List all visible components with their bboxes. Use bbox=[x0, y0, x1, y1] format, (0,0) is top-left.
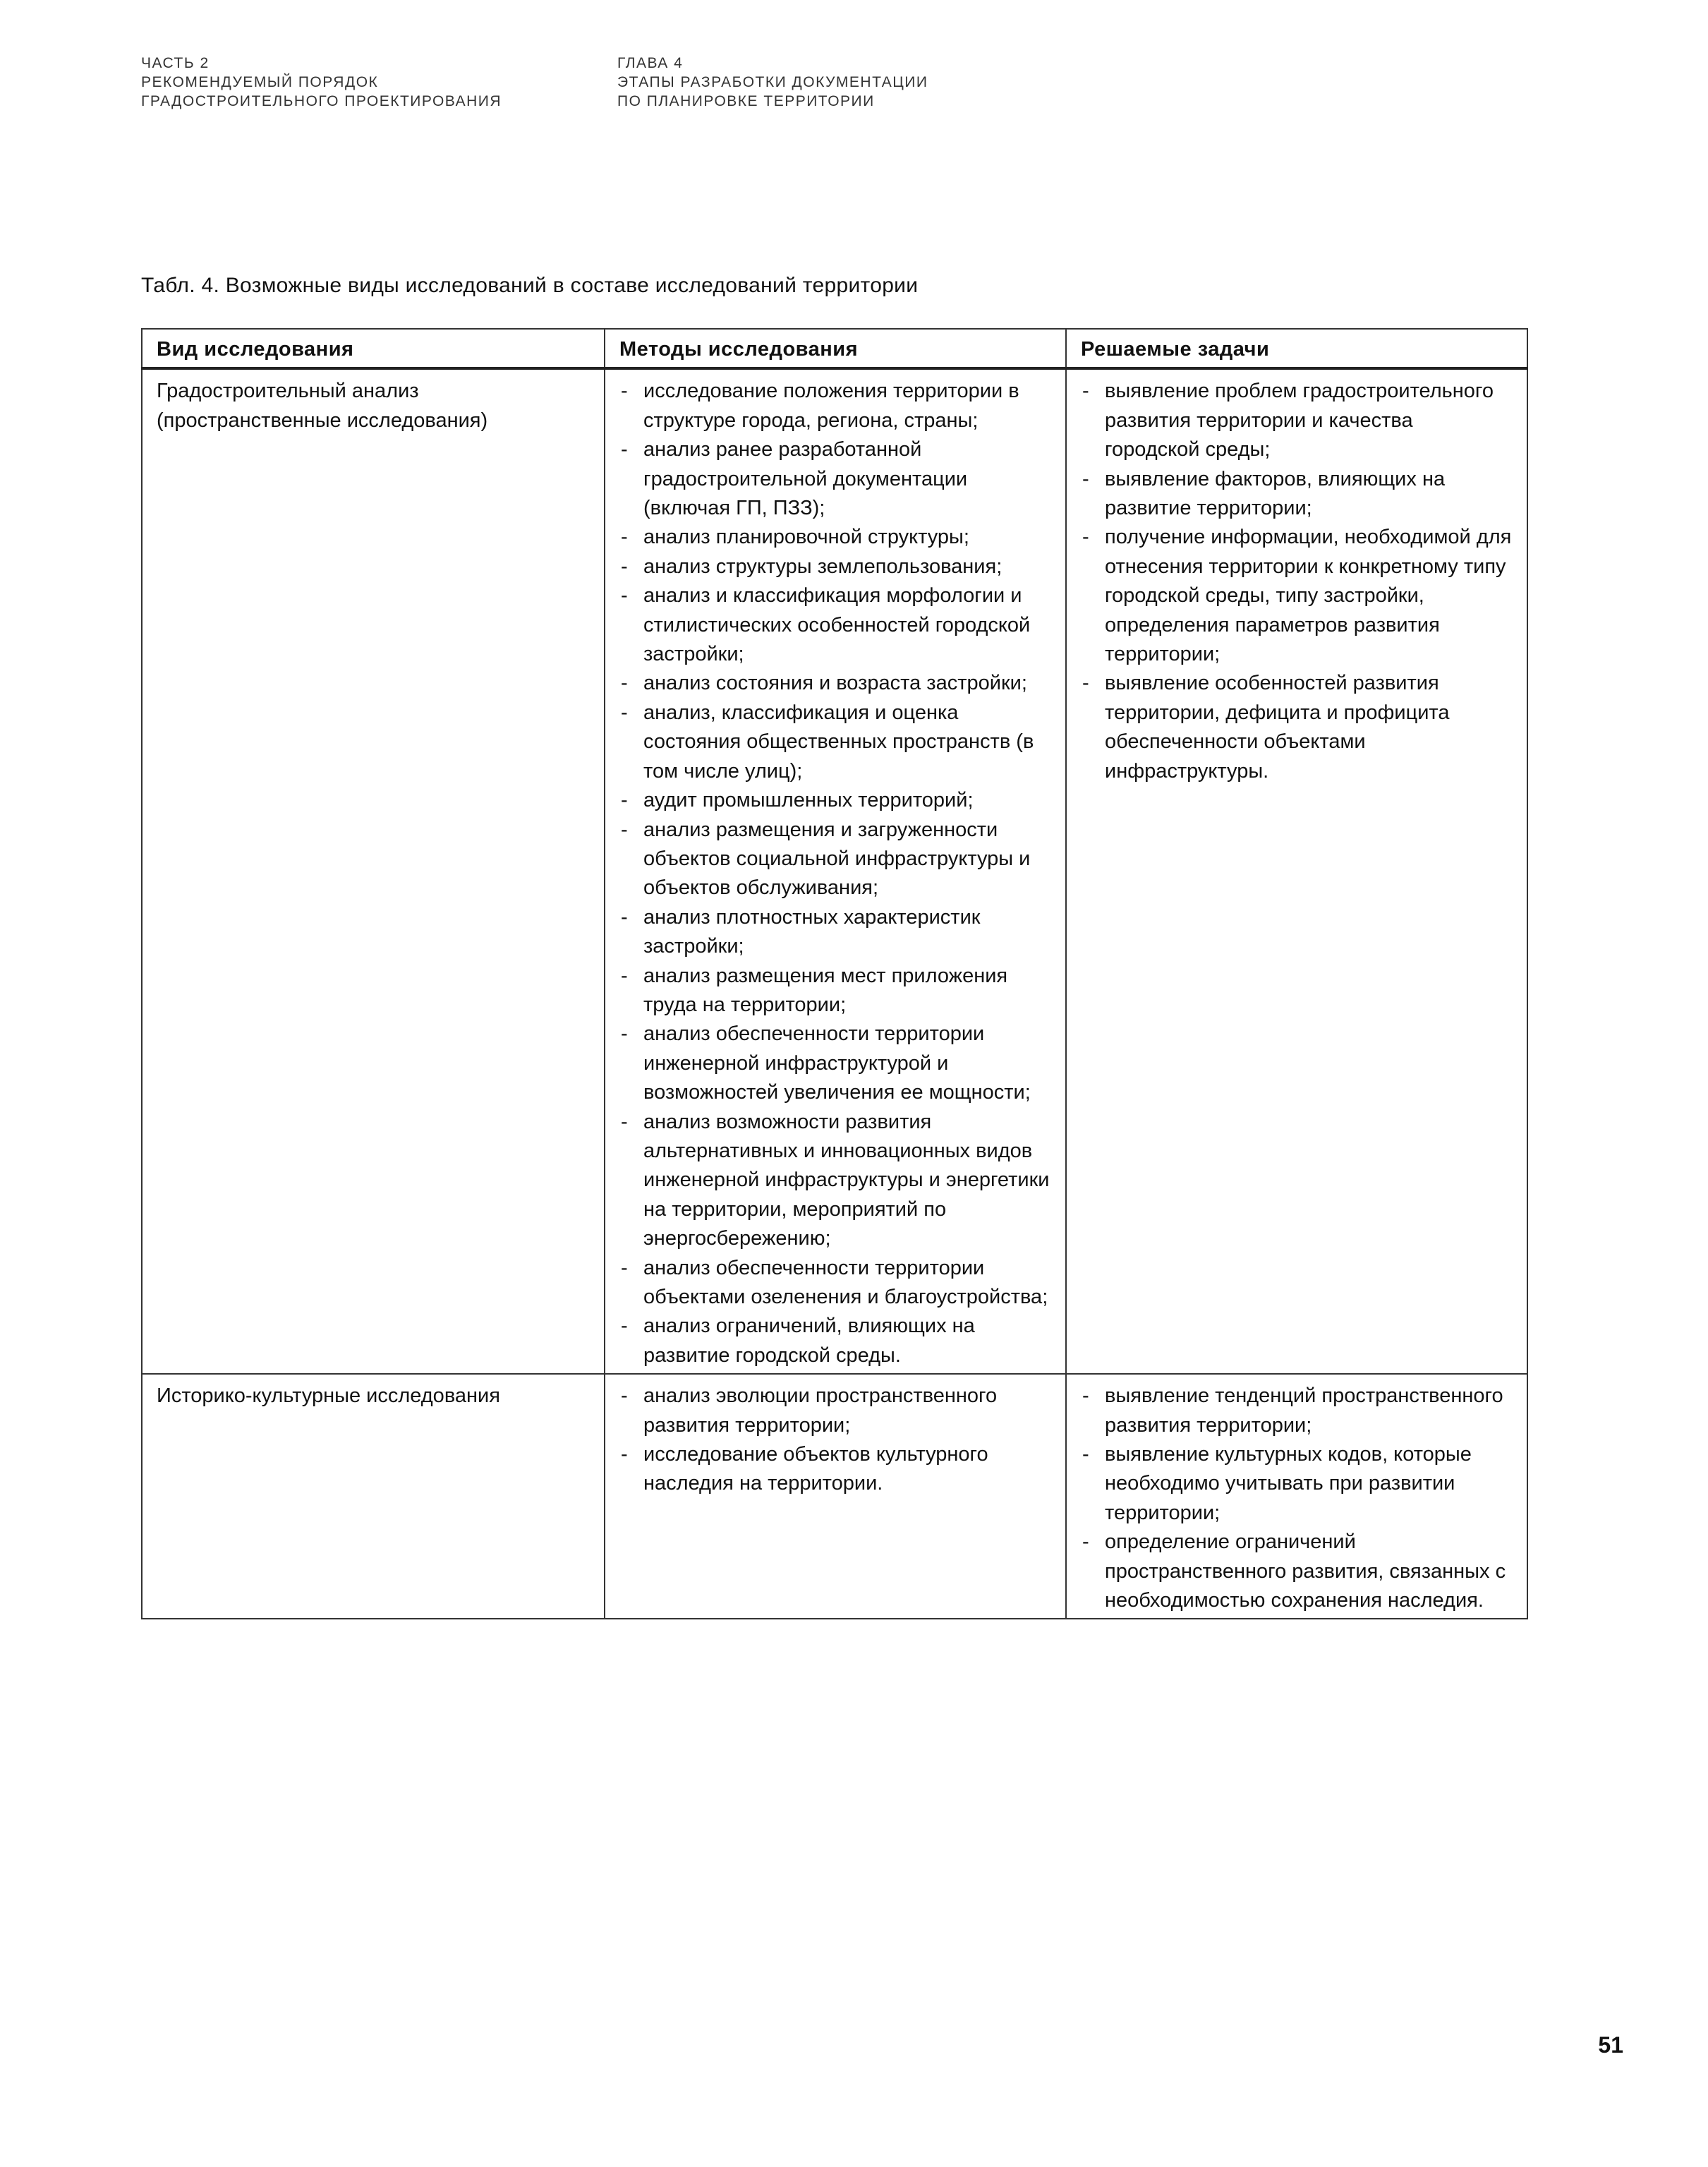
research-types-table bbox=[141, 328, 1528, 1619]
header-part-title-line-2: ГРАДОСТРОИТЕЛЬНОГО ПРОЕКТИРОВАНИЯ bbox=[141, 93, 502, 109]
running-header-left bbox=[141, 54, 502, 111]
column-header-tasks: Решаемые задачи bbox=[1066, 329, 1527, 368]
list-item: - выявление тенденций пространственного развития территории; bbox=[1081, 1382, 1513, 1440]
list-item: - определение ограничений пространственного развития, связанных с необходимостью сохранения наследия. bbox=[1081, 1528, 1513, 1615]
column-header-type: Вид исследования bbox=[142, 329, 605, 368]
list-item: - выявление культурных кодов, которые необходимо учитывать при развитии территории; bbox=[1081, 1440, 1513, 1528]
list-item: - получение информации, необходимой для отнесения территории к конкретному типу городской среды, типу застройки, определения параметров развития территории; bbox=[1081, 523, 1513, 669]
list-item: - анализ и классификация морфологии и стилистических особенностей городской застройки; bbox=[619, 581, 1051, 669]
header-chapter-title-line-2: ПО ПЛАНИРОВКЕ ТЕРРИТОРИИ bbox=[617, 93, 875, 109]
list-item: - анализ размещения и загруженности объектов социальной инфраструктуры и объектов обслуживания; bbox=[619, 816, 1051, 903]
table-body bbox=[142, 368, 1527, 1619]
table-header-row bbox=[142, 329, 1527, 368]
list-item: - анализ размещения мест приложения труда на территории; bbox=[619, 962, 1051, 1020]
list-item: - выявление особенностей развития территории, дефицита и профицита обеспеченности объектами инфраструктуры. bbox=[1081, 669, 1513, 786]
research-type-cell: Историко-культурные исследования bbox=[142, 1374, 605, 1619]
table-row bbox=[142, 368, 1527, 1374]
list-item: - анализ обеспеченности территории инженерной инфраструктурой и возможностей увеличения ее мощности; bbox=[619, 1020, 1051, 1107]
list-item: - аудит промышленных территорий; bbox=[619, 786, 1051, 815]
list-item: - анализ структуры землепользования; bbox=[619, 553, 1051, 581]
methods-list bbox=[619, 377, 1051, 1370]
list-item: - анализ планировочной структуры; bbox=[619, 523, 1051, 552]
header-part-title-line-1: РЕКОМЕНДУЕМЫЙ ПОРЯДОК bbox=[141, 74, 379, 90]
running-header-right bbox=[617, 54, 928, 111]
research-methods-cell bbox=[605, 368, 1066, 1374]
list-item: - исследование положения территории в структуре города, региона, страны; bbox=[619, 377, 1051, 435]
page-number: 51 bbox=[1598, 2032, 1623, 2058]
list-item: - анализ возможности развития альтернативных и инновационных видов инженерной инфраструктуры и энергетики на территории, мероприятий по энергосбережению; bbox=[619, 1108, 1051, 1254]
list-item: - анализ, классификация и оценка состояния общественных пространств (в том числе улиц); bbox=[619, 699, 1051, 786]
column-header-methods: Методы исследования bbox=[605, 329, 1066, 368]
list-item: - выявление проблем градостроительного развития территории и качества городской среды; bbox=[1081, 377, 1513, 464]
list-item: - анализ эволюции пространственного развития территории; bbox=[619, 1382, 1051, 1440]
list-item: - исследование объектов культурного наследия на территории. bbox=[619, 1440, 1051, 1499]
list-item: - анализ обеспеченности территории объектами озеленения и благоустройства; bbox=[619, 1254, 1051, 1312]
header-chapter-title-line-1: ЭТАПЫ РАЗРАБОТКИ ДОКУМЕНТАЦИИ bbox=[617, 74, 928, 90]
tasks-list bbox=[1081, 1382, 1513, 1615]
research-tasks-cell bbox=[1066, 1374, 1527, 1619]
list-item: - анализ ранее разработанной градостроительной документации (включая ГП, ПЗЗ); bbox=[619, 435, 1051, 523]
research-methods-cell bbox=[605, 1374, 1066, 1619]
tasks-list bbox=[1081, 377, 1513, 786]
list-item: - анализ ограничений, влияющих на развитие городской среды. bbox=[619, 1312, 1051, 1370]
table-caption: Табл. 4. Возможные виды исследований в составе исследований территории bbox=[141, 274, 919, 297]
header-chapter-label: ГЛАВА 4 bbox=[617, 55, 684, 71]
list-item: - анализ состояния и возраста застройки; bbox=[619, 669, 1051, 698]
header-part-label: ЧАСТЬ 2 bbox=[141, 55, 210, 71]
list-item: - анализ плотностных характеристик застройки; bbox=[619, 903, 1051, 962]
research-tasks-cell bbox=[1066, 368, 1527, 1374]
list-item: - выявление факторов, влияющих на развитие территории; bbox=[1081, 465, 1513, 524]
methods-list bbox=[619, 1382, 1051, 1499]
research-type-cell: Градостроительный анализ (пространственные исследования) bbox=[142, 368, 605, 1374]
table-row bbox=[142, 1374, 1527, 1619]
